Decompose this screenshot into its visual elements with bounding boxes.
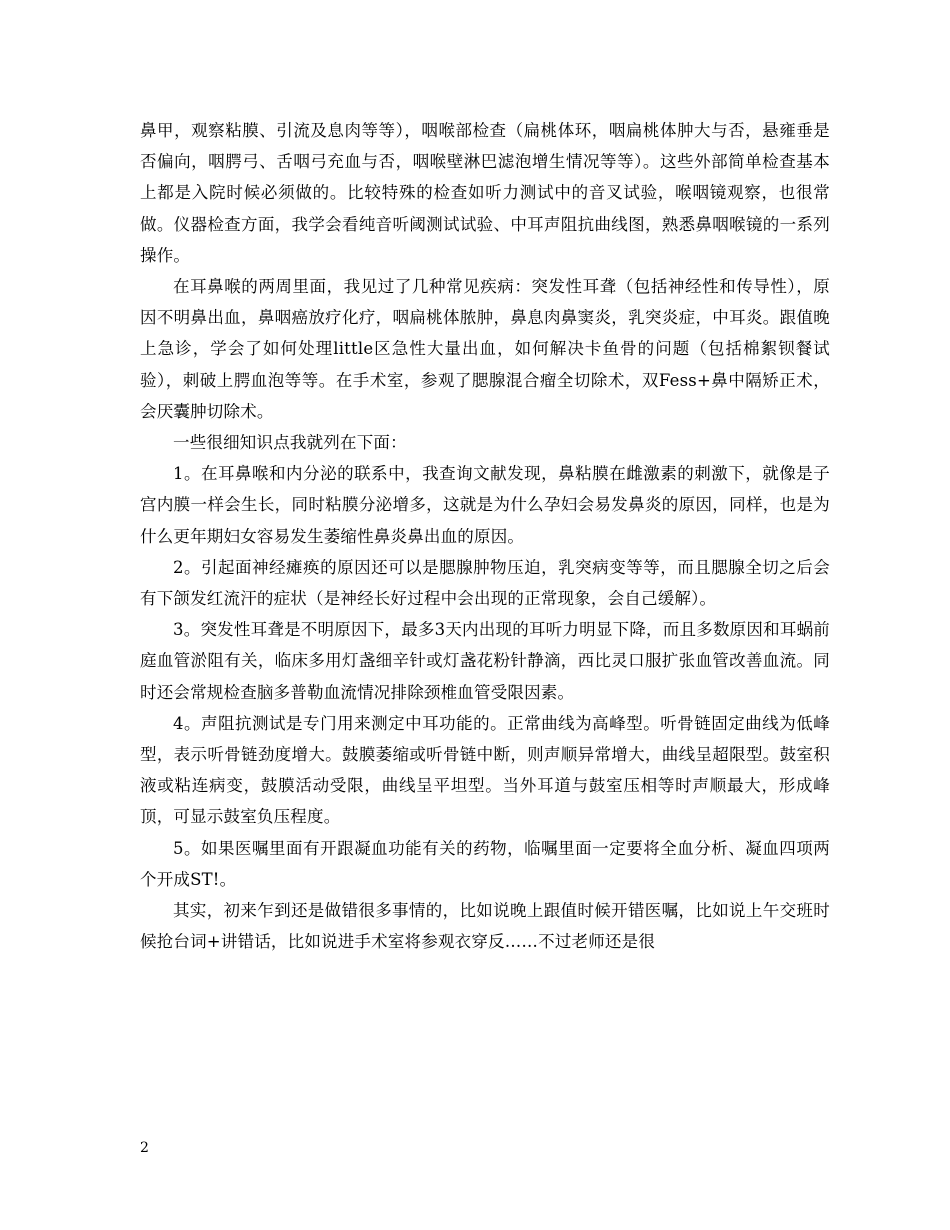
paragraph-9: 其实，初来乍到还是做错很多事情的，比如说晚上跟值时候开错医嘱，比如说上午交班时候抢台词+讲错话，比如说进手术室将参观衣穿反……不过老师还是很: [140, 901, 830, 952]
paragraph-2: 在耳鼻喉的两周里面，我见过了几种常见疾病：突发性耳聋（包括神经性和传导性），原因不明鼻出血，鼻咽癌放疗化疗，咽扁桃体脓肿，鼻息肉鼻窦炎，乳突炎症，中耳炎。跟值晚上急诊，学会了如何处理little区急性大量出血，如何解决卡鱼骨的问题（包括棉絮钡餐试验），刺破上腭血泡等等。在手术室，参观了腮腺混合瘤全切除术，双Fess+鼻中隔矫正术，会厌囊肿切除术。: [140, 277, 830, 421]
paragraph-8: 5。如果医嘱里面有开跟凝血功能有关的药物，临嘱里面一定要将全血分析、凝血四项两个开成ST!。: [140, 838, 830, 889]
paragraph-7: 4。声阻抗测试是专门用来测定中耳功能的。正常曲线为高峰型。听骨链固定曲线为低峰型，表示听骨链劲度增大。鼓膜萎缩或听骨链中断，则声顺异常增大，曲线呈超限型。鼓室积液或粘连病变，鼓膜活动受限，曲线呈平坦型。当外耳道与鼓室压相等时声顺最大，形成峰顶，可显示鼓室负压程度。: [140, 713, 830, 827]
document-body: [140, 115, 830, 957]
paragraph-1: 鼻甲，观察粘膜、引流及息肉等等），咽喉部检查（扁桃体环，咽扁桃体肿大与否，悬雍垂是否偏向，咽腭弓、舌咽弓充血与否，咽喉壁淋巴滤泡增生情况等等）。这些外部简单检查基本上都是入院时候必须做的。比较特殊的检查如听力测试中的音叉试验，喉咽镜观察，也很常做。仪器检查方面，我学会看纯音听阈测试试验、中耳声阻抗曲线图，熟悉鼻咽喉镜的一系列操作。: [140, 121, 830, 265]
paragraph-3: 一些很细知识点我就列在下面：: [173, 433, 407, 453]
page-number: 2: [140, 1140, 149, 1156]
paragraph-4: 1。在耳鼻喉和内分泌的联系中，我查询文献发现，鼻粘膜在雌激素的刺激下，就像是子宫内膜一样会生长，同时粘膜分泌增多，这就是为什么孕妇会易发鼻炎的原因，同样，也是为什么更年期妇女容易发生萎缩性鼻炎鼻出血的原因。: [140, 464, 830, 546]
paragraph-5: 2。引起面神经瘫痪的原因还可以是腮腺肿物压迫，乳突病变等等，而且腮腺全切之后会有下颌发红流汗的症状（是神经长好过程中会出现的正常现象，会自己缓解）。: [140, 557, 830, 609]
paragraph-6: 3。突发性耳聋是不明原因下，最多3天内出现的耳听力明显下降，而且多数原因和耳蜗前庭血管淤阻有关，临床多用灯盏细辛针或灯盏花粉针静滴，西比灵口服扩张血管改善血流。同时还会常规检查脑多普勒血流情况排除颈椎血管受限因素。: [140, 620, 830, 702]
